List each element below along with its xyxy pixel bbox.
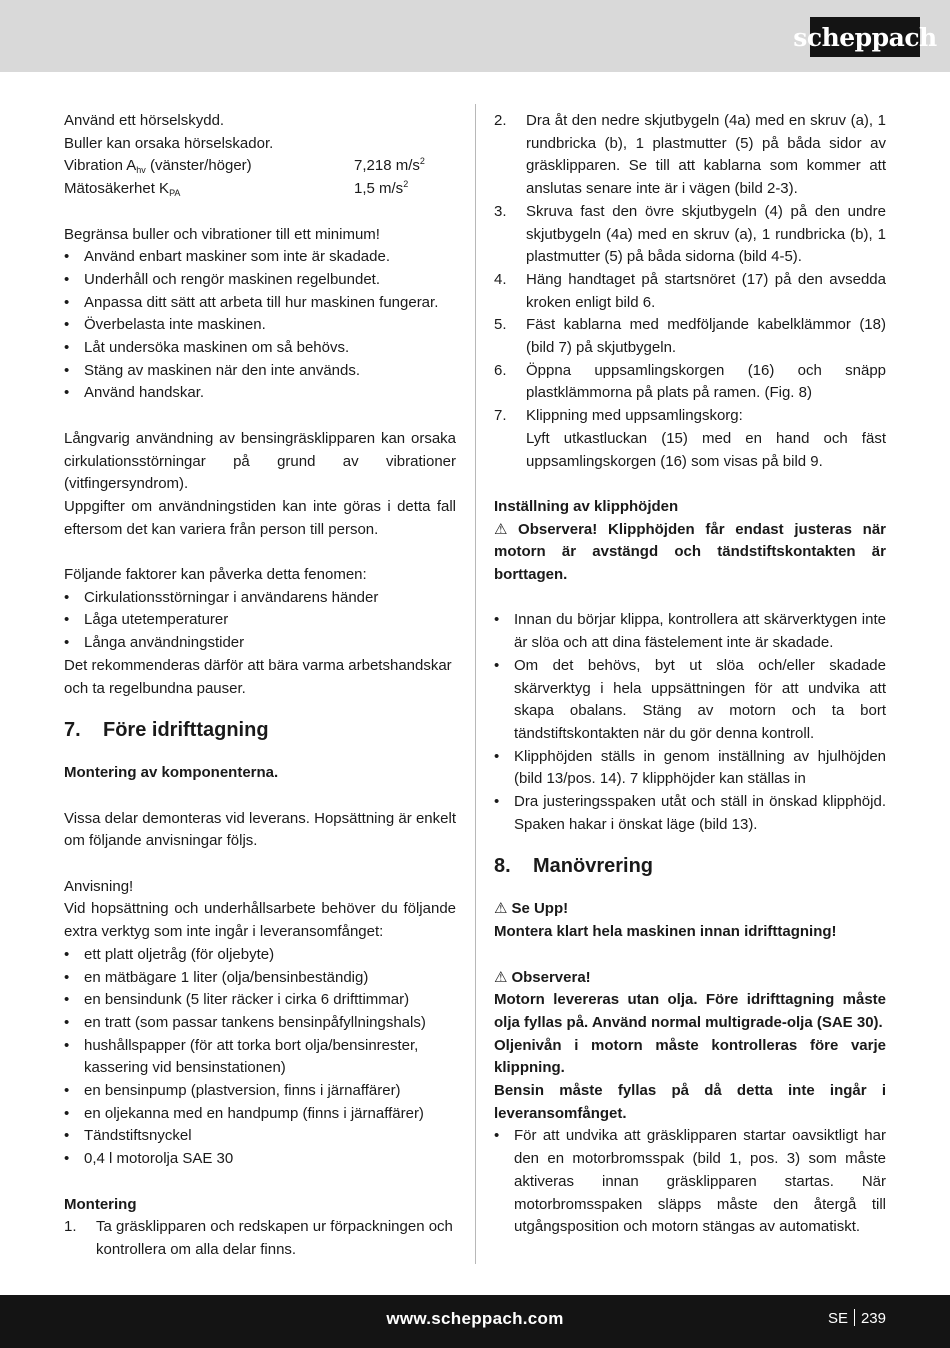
factors-list [64, 587, 456, 655]
list-item: • Klipphöjden ställs in genom inställning av hjulhöjden (bild 13/pos. 14). 7 klipphöjder kan ställas in [494, 746, 886, 791]
note-title: Anvisning! [64, 877, 134, 895]
factors-note: Det rekommenderas därför att bära varma arbetshandskar och ta regelbundna pauser. [64, 656, 452, 697]
list-item: 2. Dra åt den nedre skjutbygeln (4a) med en skruv (a), 1 rundbricka (b), 1 plastmutter (5) på båda sidor av gräsklipparen. Se till att kablarna som kommer att anslutas senare inte är i vägen (bild 2-3). [494, 112, 886, 198]
list-item: • Överbelasta inte maskinen. [64, 314, 456, 337]
spec-uncertainty: Mätosäkerhet $K_{PA}$ 1,5 $m/s^2$ [64, 179, 409, 199]
warning-icon: ⚠ [494, 900, 508, 918]
list-item: • Använd enbart maskiner som inte är skadade. [64, 246, 456, 269]
mount-title: Montering [64, 1195, 137, 1213]
caution-title: ⚠ Se Upp! [494, 900, 569, 918]
limit-list [64, 246, 456, 405]
list-item: 6. Öppna uppsamlingskorgen (16) och snäpp plastklämmorna på plats på ramen. (Fig. 8) [494, 361, 886, 402]
list-item: • Innan du börjar klippa, kontrollera att skärverktygen inte är slöa och att dina fästelement inte är skadade. [494, 609, 886, 654]
note-text: Vid hopsättning och underhållsarbete behöver du följande extra verktyg som inte ingår i leveransomfånget: [64, 900, 456, 941]
list-item: • en tratt (som passar tankens bensinpåfyllningshals) [64, 1012, 456, 1035]
brand-logo: scheppach [810, 17, 920, 57]
footer-url[interactable]: www.scheppach.com [386, 1309, 564, 1328]
list-item: 1. Ta gräsklipparen och redskapen ur förpackningen och kontrollera om alla delar finns. [64, 1218, 453, 1258]
observe-title: ⚠ Observera! [494, 968, 591, 986]
intro-line: Buller kan orsaka hörselskador. [64, 134, 274, 152]
assembly-text: Vissa delar demonteras vid leverans. Hopsättning är enkelt om följande anvisningar följs. [64, 809, 456, 850]
list-item: • Långa användningstider [64, 632, 456, 655]
list-item: • Låt undersöka maskinen om så behövs. [64, 337, 456, 360]
mount-steps [64, 1216, 456, 1261]
list-item: • Stäng av maskinen när den inte används. [64, 360, 456, 383]
operation-list [494, 1125, 886, 1239]
column-divider [475, 104, 476, 1264]
list-item: • Dra justeringsspaken utåt och ställ in önskad klipphöjd. Spaken hakar i önskat läge (bild 13). [494, 791, 886, 836]
caution-text: Montera klart hela maskinen innan idrifttagning! [494, 923, 837, 941]
list-item: • en bensindunk (5 liter räcker i cirka 6 drifttimmar) [64, 989, 456, 1012]
list-item: 5. Fäst kablarna med medföljande kabelklämmor (18) (bild 7) på skjutbygeln. [494, 316, 886, 357]
list-item: • ett platt oljetråg (för oljebyte) [64, 944, 456, 967]
observe-text: Oljenivån i motorn måste kontrolleras före varje klippning. [494, 1036, 886, 1077]
left-column [64, 110, 456, 1262]
list-item: • Cirkulationsstörningar i användarens händer [64, 587, 456, 610]
list-item: • 0,4 l motorolja SAE 30 [64, 1148, 456, 1171]
list-item: • Tändstiftsnyckel [64, 1125, 456, 1148]
height-list [494, 609, 886, 836]
footer-band [0, 1295, 950, 1348]
factors-title: Följande faktorer kan påverka detta fenomen: [64, 566, 367, 584]
list-item: • Använd handskar. [64, 382, 456, 405]
list-item: 7. Klippning med uppsamlingskorg: Lyft utkastluckan (15) med en hand och fäst uppsamlingskorgen (16) som visas på bild 9. [494, 407, 886, 470]
section-heading-8: 8. Manövrering [494, 855, 654, 878]
warning-icon: ⚠ [494, 520, 515, 538]
long-use-paragraph: Långvarig användning av bensingräsklipparen kan orsaka cirkulationsstörningar på grund av vibrationer (vitfingersyndrom). [64, 429, 456, 493]
list-item: • För att undvika att gräsklipparen startar oavsiktligt har den en motorbromsspak (bild 1, pos. 3) som måste aktiveras innan gräsklipparen startas. När motorbromsspaken släpps måste den återgå till utgångsposition och motorn stängas av automatiskt. [494, 1125, 886, 1239]
list-item: • Låga utetemperaturer [64, 609, 456, 632]
right-column [494, 110, 886, 1239]
height-warning: ⚠ Observera! Klipphöjden får endast justeras när motorn är avstängd och tändstiftskontakten är borttagen. [494, 520, 886, 584]
spec-vibration: Vibration $A_{hv}$ (vänster/höger) 7,218 $m/s^2$ [64, 156, 425, 176]
height-title: Inställning av klipphöjden [494, 497, 679, 515]
assembly-title: Montering av komponenterna. [64, 764, 279, 782]
observe-text: Bensin måste fyllas på då detta inte ingår i leveransomfånget. [494, 1082, 886, 1122]
list-item: • en mätbägare 1 liter (olja/bensinbeständig) [64, 967, 456, 990]
mount-steps-continued [494, 110, 886, 473]
divider [854, 1309, 855, 1326]
tools-list [64, 944, 456, 1171]
section-heading-7: 7. Före idrifttagning [64, 719, 269, 742]
list-item: 3. Skruva fast den övre skjutbygeln (4) på den undre skjutbygeln (4a) med en skruv (a), 1 rundbricka (b), 1 plastmutter (5) på båda sidorna (bild 4-5). [494, 202, 886, 266]
list-item: 4. Häng handtaget på startsnöret (17) på den avsedda kroken enligt bild 6. [494, 270, 886, 311]
observe-text: Motorn levereras utan olja. Före idrifttagning måste olja fyllas på. Använd normal multigrade-olja (SAE 30). [494, 991, 886, 1031]
page-number: SE 239 [827, 1310, 886, 1327]
warning-icon: ⚠ [494, 968, 508, 986]
long-use-paragraph: Uppgifter om användningstiden kan inte göras i detta fall eftersom det kan variera från person till person. [64, 497, 456, 538]
limit-title: Begränsa buller och vibrationer till ett minimum! [64, 225, 380, 243]
list-item: • Anpassa ditt sätt att arbeta till hur maskinen fungerar. [64, 292, 456, 315]
list-item: • Om det behövs, byt ut slöa och/eller skadade skärverktyg i hela uppsättningen för att undvika att skapa obalans. Stäng av motorn och ta bort tändstiftskontakten när du gör denna kontroll. [494, 655, 886, 746]
list-item: • Underhåll och rengör maskinen regelbundet. [64, 269, 456, 292]
intro-line: Använd ett hörselskydd. [64, 112, 225, 129]
list-item: • en oljekanna med en handpump (finns i järnaffärer) [64, 1103, 456, 1126]
list-item: • en bensinpump (plastversion, finns i järnaffärer) [64, 1080, 456, 1103]
list-item: • hushållspapper (för att torka bort olja/bensinrester, kassering vid bensinstationen) [64, 1035, 456, 1080]
